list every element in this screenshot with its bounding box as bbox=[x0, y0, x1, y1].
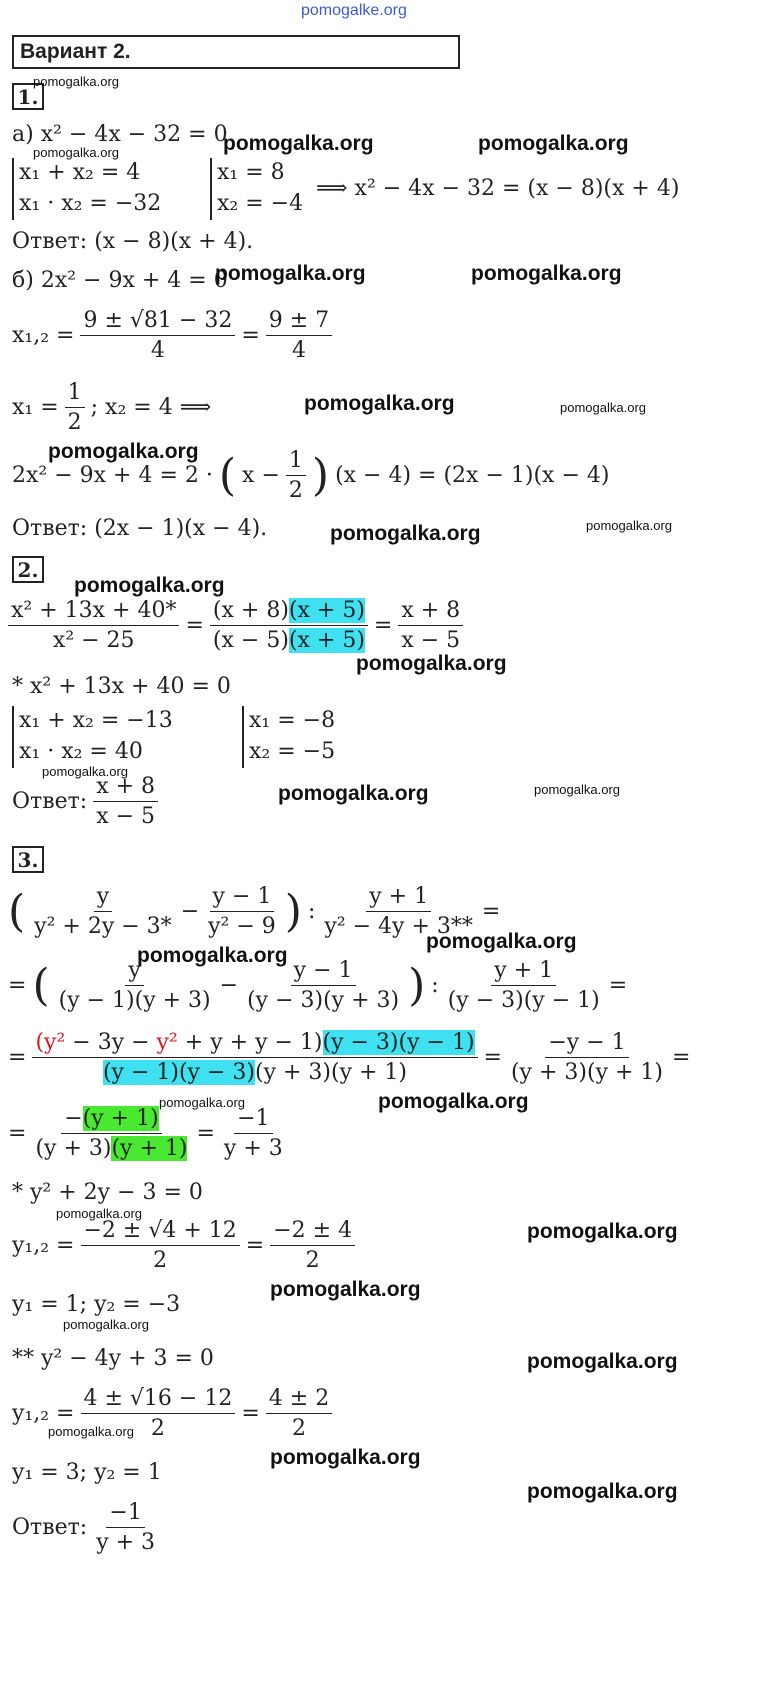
equals: = bbox=[241, 323, 260, 349]
task-1a-vieta-system bbox=[12, 158, 161, 220]
numerator: −y − 1 bbox=[545, 1030, 628, 1058]
x1-label: x₁ = bbox=[12, 395, 59, 421]
y12-label: y₁,₂ = bbox=[12, 1233, 75, 1259]
numerator: x + 8 bbox=[93, 774, 158, 802]
watermark: pomogalka.org bbox=[527, 1350, 678, 1373]
equals: = bbox=[672, 1045, 691, 1071]
root-1: x₁ = 8 bbox=[217, 160, 285, 185]
watermark: pomogalka.org bbox=[560, 400, 646, 415]
task-1b-discriminant bbox=[12, 308, 332, 364]
numerator: y bbox=[125, 958, 143, 986]
denominator: (y − 3)(y − 1) bbox=[447, 988, 600, 1014]
equals: = bbox=[196, 1121, 215, 1147]
highlighted-factor: (y + 1) bbox=[82, 1106, 159, 1131]
denominator: 2 bbox=[67, 410, 82, 436]
root-1: x₁ = −8 bbox=[249, 708, 336, 733]
numerator bbox=[61, 1106, 161, 1134]
denominator: (y − 3)(y + 3) bbox=[247, 988, 400, 1014]
denominator: y² − 4y + 3** bbox=[324, 914, 473, 940]
fraction bbox=[210, 598, 368, 654]
factor: (y + 3) bbox=[35, 1136, 112, 1162]
denominator bbox=[210, 626, 368, 653]
highlighted-factor: (y − 1)(y − 3) bbox=[102, 1060, 255, 1086]
task-1b-label: б) bbox=[12, 268, 34, 293]
equals: = bbox=[8, 1045, 27, 1071]
task-2-answer bbox=[12, 774, 158, 830]
numerator: 9 ± 7 bbox=[266, 308, 332, 336]
numerator bbox=[210, 598, 368, 626]
denominator bbox=[100, 1058, 410, 1085]
denominator: 2 bbox=[288, 478, 303, 504]
task-1b-equation bbox=[12, 268, 228, 293]
watermark: pomogalka.org bbox=[586, 518, 672, 533]
variant-title: Вариант 2. bbox=[12, 35, 460, 69]
factor: (x + 8) bbox=[212, 598, 289, 623]
numerator: 1 bbox=[286, 448, 306, 476]
watermark: pomogalka.org bbox=[56, 1206, 142, 1221]
factor-x: x − bbox=[242, 463, 280, 489]
fraction bbox=[270, 1218, 355, 1274]
equals: = bbox=[373, 613, 393, 639]
highlighted-factor: (x + 5) bbox=[288, 628, 365, 654]
fraction bbox=[508, 1030, 666, 1086]
watermark: pomogalka.org bbox=[42, 764, 128, 779]
task-3-line-2 bbox=[8, 958, 627, 1014]
task-1-number: 1. bbox=[12, 83, 44, 110]
vieta-sum: x₁ + x₂ = −13 bbox=[19, 708, 173, 733]
minus: − bbox=[219, 973, 239, 999]
watermark: pomogalka.org bbox=[534, 782, 620, 797]
task-3-line-3 bbox=[8, 1030, 690, 1086]
denominator: 2 bbox=[305, 1248, 320, 1274]
right-paren: ) bbox=[284, 885, 302, 937]
numerator: −2 ± √4 + 12 bbox=[81, 1218, 240, 1246]
highlighted-factor: (x + 5) bbox=[288, 598, 365, 623]
watermark: pomogalka.org bbox=[378, 1090, 529, 1113]
task-1b-factorization bbox=[12, 448, 609, 504]
factor: (y + 3)(y + 1) bbox=[254, 1060, 408, 1086]
numerator: −2 ± 4 bbox=[270, 1218, 355, 1246]
task-3-star-equation: * y² + 2y − 3 = 0 bbox=[12, 1180, 203, 1205]
numerator: 9 ± √81 − 32 bbox=[80, 308, 235, 336]
denominator: x − 5 bbox=[96, 804, 156, 830]
division: : bbox=[431, 973, 439, 999]
factor-right: (x − 4) = (2x − 1)(x − 4) bbox=[335, 463, 610, 489]
answer-label: Ответ: bbox=[12, 1515, 88, 1541]
denominator: (y + 3)(y + 1) bbox=[510, 1060, 663, 1086]
equals: = bbox=[481, 899, 501, 925]
task-2-star-equation: * x² + 13x + 40 = 0 bbox=[12, 674, 231, 699]
watermark: pomogalka.org bbox=[33, 145, 119, 160]
y12-label: y₁,₂ = bbox=[12, 1401, 75, 1427]
fraction bbox=[205, 884, 279, 940]
denominator: y² + 2y − 3* bbox=[34, 914, 172, 940]
watermark: pomogalka.org bbox=[215, 262, 366, 285]
left-paren: ( bbox=[8, 885, 26, 937]
numerator: y + 1 bbox=[491, 958, 556, 986]
red-term: (y² bbox=[35, 1030, 66, 1055]
watermark: pomogalka.org bbox=[527, 1220, 678, 1243]
term: − 3y − bbox=[65, 1030, 157, 1055]
watermark: pomogalka.org bbox=[33, 74, 119, 89]
task-2-vieta-system bbox=[12, 706, 173, 768]
fraction bbox=[8, 598, 179, 654]
numerator: 4 ± 2 bbox=[266, 1386, 332, 1414]
watermark: pomogalka.org bbox=[270, 1278, 421, 1301]
header-watermark: pomogalke.org bbox=[301, 2, 407, 19]
watermark: pomogalka.org bbox=[304, 392, 455, 415]
numerator: −1 bbox=[106, 1500, 144, 1528]
numerator: x + 8 bbox=[398, 598, 463, 626]
denominator: 4 bbox=[291, 338, 306, 364]
equals: = bbox=[8, 1121, 27, 1147]
numerator: y + 1 bbox=[366, 884, 431, 912]
equals: = bbox=[245, 1233, 265, 1259]
denominator: 4 bbox=[150, 338, 165, 364]
fraction bbox=[32, 1030, 477, 1086]
watermark: pomogalka.org bbox=[159, 1095, 245, 1110]
numerator: 1 bbox=[65, 380, 85, 408]
numerator: 4 ± √16 − 12 bbox=[81, 1386, 236, 1414]
equals: = bbox=[8, 973, 27, 999]
task-3-roots-a-formula bbox=[12, 1218, 355, 1274]
right-paren: ) bbox=[408, 959, 426, 1011]
watermark: pomogalka.org bbox=[137, 944, 288, 967]
numerator: x² + 13x + 40* bbox=[8, 598, 179, 626]
fraction bbox=[266, 308, 332, 364]
denominator: (y − 1)(y + 3) bbox=[58, 988, 211, 1014]
denominator: x − 5 bbox=[401, 628, 461, 654]
factor-left: 2x² − 9x + 4 = 2 · bbox=[12, 463, 213, 489]
watermark: pomogalka.org bbox=[330, 522, 481, 545]
vieta-product: x₁ · x₂ = −32 bbox=[19, 190, 162, 216]
minus: − bbox=[180, 899, 200, 925]
highlighted-factor: (y − 3)(y − 1) bbox=[322, 1030, 475, 1055]
root-2: x₂ = −4 bbox=[217, 190, 304, 216]
fraction bbox=[221, 1106, 286, 1162]
task-2-roots-system bbox=[242, 706, 335, 768]
highlighted-factor: (y + 1) bbox=[111, 1136, 188, 1162]
task-1a-roots-system bbox=[210, 158, 303, 220]
denominator: y + 3 bbox=[223, 1136, 283, 1162]
numerator: y − 1 bbox=[210, 884, 275, 912]
equals: = bbox=[185, 613, 204, 639]
task-1a-label: а) bbox=[12, 122, 34, 147]
task-3-roots-a: y₁ = 1; y₂ = −3 bbox=[12, 1292, 181, 1317]
denominator: 2 bbox=[291, 1416, 306, 1442]
fraction bbox=[56, 958, 214, 1014]
x12-label: x₁,₂ = bbox=[12, 323, 75, 349]
task-1a-equation bbox=[12, 122, 228, 147]
watermark: pomogalka.org bbox=[356, 652, 507, 675]
task-3-double-star-equation: ** y² − 4y + 3 = 0 bbox=[12, 1346, 214, 1371]
fraction bbox=[398, 598, 463, 654]
fraction bbox=[93, 774, 158, 830]
numerator bbox=[32, 1030, 477, 1058]
task-1a-answer: Ответ: (x − 8)(x + 4). bbox=[12, 229, 254, 254]
watermark: pomogalka.org bbox=[223, 132, 374, 155]
fraction bbox=[80, 308, 235, 364]
equals: = bbox=[483, 1045, 502, 1071]
fraction bbox=[31, 884, 175, 940]
fraction bbox=[244, 958, 402, 1014]
watermark: pomogalka.org bbox=[471, 262, 622, 285]
fraction bbox=[81, 1218, 240, 1274]
watermark: pomogalka.org bbox=[74, 574, 225, 597]
division: : bbox=[307, 899, 316, 925]
fraction bbox=[93, 1500, 158, 1556]
watermark: pomogalka.org bbox=[48, 440, 199, 463]
task-1b-roots bbox=[12, 380, 211, 436]
task-1b-answer: Ответ: (2x − 1)(x − 4). bbox=[12, 516, 268, 541]
numerator: y bbox=[94, 884, 112, 912]
task-3-answer bbox=[12, 1500, 158, 1556]
task-2-fraction-chain bbox=[8, 598, 463, 654]
numerator: y − 1 bbox=[291, 958, 356, 986]
fraction bbox=[266, 1386, 332, 1442]
minus: − bbox=[64, 1106, 83, 1131]
denominator: x² − 25 bbox=[52, 628, 135, 654]
task-3-roots-b: y₁ = 3; y₂ = 1 bbox=[12, 1460, 162, 1485]
right-paren: ) bbox=[311, 449, 330, 501]
task-1a-factorization: ⟹ x² − 4x − 32 = (x − 8)(x + 4) bbox=[316, 176, 680, 201]
denominator: 2 bbox=[153, 1248, 168, 1274]
fraction bbox=[445, 958, 603, 1014]
factor: (x − 5) bbox=[212, 628, 289, 654]
watermark: pomogalka.org bbox=[527, 1480, 678, 1503]
left-paren: ( bbox=[218, 449, 237, 501]
numerator: −1 bbox=[234, 1106, 272, 1134]
root-2: x₂ = −5 bbox=[249, 738, 336, 764]
task-2-number: 2. bbox=[12, 556, 44, 583]
vieta-sum: x₁ + x₂ = 4 bbox=[19, 160, 141, 185]
left-paren: ( bbox=[32, 959, 50, 1011]
fraction bbox=[32, 1106, 190, 1162]
equals: = bbox=[608, 973, 628, 999]
task-3-line-4 bbox=[8, 1106, 286, 1162]
task-3-number: 3. bbox=[12, 846, 44, 873]
answer-label: Ответ: bbox=[12, 789, 88, 815]
denominator: 2 bbox=[150, 1416, 165, 1442]
watermark: pomogalka.org bbox=[270, 1446, 421, 1469]
denominator: y² − 9 bbox=[208, 914, 276, 940]
x2-label: ; x₂ = 4 ⟹ bbox=[90, 395, 212, 421]
watermark: pomogalka.org bbox=[48, 1424, 134, 1439]
watermark: pomogalka.org bbox=[278, 782, 429, 805]
watermark: pomogalka.org bbox=[63, 1317, 149, 1332]
fraction bbox=[286, 448, 306, 504]
denominator bbox=[32, 1134, 190, 1161]
vieta-product: x₁ · x₂ = 40 bbox=[19, 738, 143, 764]
task-1b-eq: 2x² − 9x + 4 = 0 bbox=[40, 268, 228, 293]
task-1a-eq: x² − 4x − 32 = 0 bbox=[40, 122, 228, 147]
watermark: pomogalka.org bbox=[426, 930, 577, 953]
term: + y + y − 1) bbox=[177, 1030, 323, 1055]
equals: = bbox=[241, 1401, 260, 1427]
denominator: y + 3 bbox=[96, 1530, 156, 1556]
fraction bbox=[65, 380, 85, 436]
watermark: pomogalka.org bbox=[478, 132, 629, 155]
red-term: y² bbox=[156, 1030, 178, 1055]
